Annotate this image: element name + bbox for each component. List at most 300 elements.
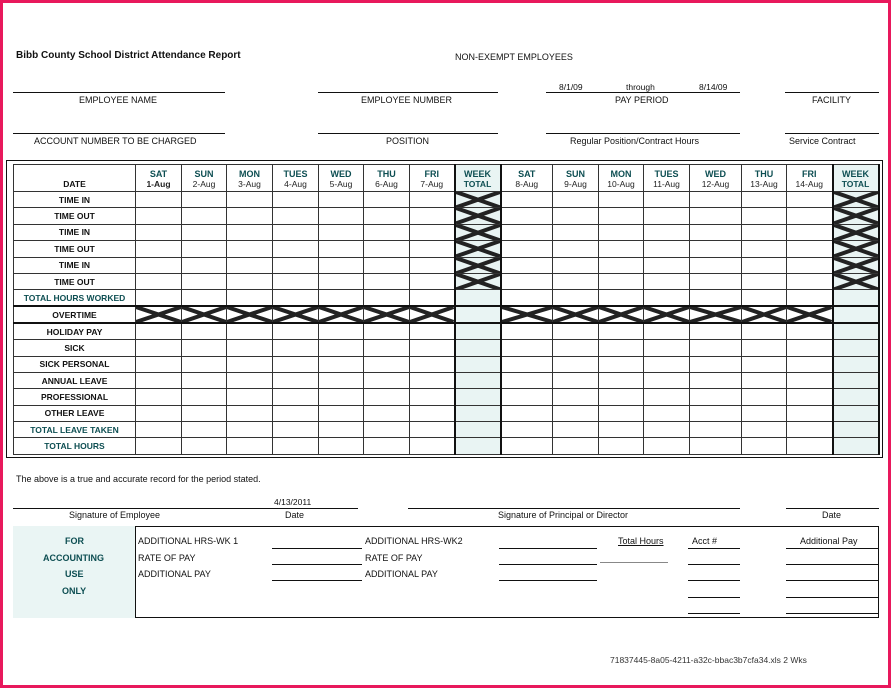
entry-cell[interactable] bbox=[690, 323, 742, 339]
entry-cell[interactable] bbox=[364, 257, 410, 273]
entry-cell[interactable] bbox=[599, 438, 644, 454]
entry-cell[interactable] bbox=[644, 356, 690, 372]
entry-cell[interactable] bbox=[273, 241, 319, 257]
entry-cell[interactable] bbox=[319, 422, 364, 438]
entry-cell[interactable] bbox=[136, 257, 182, 273]
entry-cell[interactable] bbox=[182, 438, 227, 454]
entry-cell[interactable] bbox=[227, 340, 273, 356]
signature-date-value: 4/13/2011 bbox=[274, 497, 312, 507]
entry-cell[interactable] bbox=[227, 438, 273, 454]
day-name: TUES bbox=[654, 169, 679, 179]
entry-cell[interactable] bbox=[227, 224, 273, 240]
entry-cell[interactable] bbox=[742, 208, 787, 224]
entry-cell[interactable] bbox=[410, 192, 455, 208]
entry-cell[interactable] bbox=[742, 241, 787, 257]
entry-cell[interactable] bbox=[410, 208, 455, 224]
entry-cell[interactable] bbox=[182, 356, 227, 372]
entry-cell[interactable] bbox=[410, 224, 455, 240]
entry-cell[interactable] bbox=[599, 224, 644, 240]
week-total-cell[interactable] bbox=[455, 405, 501, 421]
week-total-cell[interactable] bbox=[455, 389, 501, 405]
day-name: THU bbox=[377, 169, 396, 179]
entry-cell[interactable] bbox=[787, 224, 833, 240]
week-total-cell[interactable] bbox=[455, 438, 501, 454]
entry-cell[interactable] bbox=[553, 290, 599, 306]
entry-cell[interactable] bbox=[553, 438, 599, 454]
entry-cell[interactable] bbox=[273, 438, 319, 454]
entry-cell[interactable] bbox=[136, 306, 182, 323]
entry-cell[interactable] bbox=[742, 273, 787, 289]
week-total-cell[interactable] bbox=[833, 306, 879, 323]
entry-cell[interactable] bbox=[599, 405, 644, 421]
entry-cell[interactable] bbox=[136, 208, 182, 224]
entry-cell[interactable] bbox=[644, 323, 690, 339]
entry-cell[interactable] bbox=[501, 438, 553, 454]
row-label: ANNUAL LEAVE bbox=[14, 372, 136, 388]
date-label-2: Date bbox=[822, 510, 842, 520]
entry-cell[interactable] bbox=[501, 389, 553, 405]
entry-cell[interactable] bbox=[553, 306, 599, 323]
entry-cell[interactable] bbox=[690, 224, 742, 240]
entry-cell[interactable] bbox=[227, 273, 273, 289]
week-total-cell[interactable] bbox=[833, 273, 879, 289]
entry-cell[interactable] bbox=[599, 192, 644, 208]
week-total-cell[interactable] bbox=[455, 257, 501, 273]
entry-cell[interactable] bbox=[742, 306, 787, 323]
entry-cell[interactable] bbox=[742, 192, 787, 208]
entry-cell[interactable] bbox=[410, 306, 455, 323]
entry-cell[interactable] bbox=[182, 323, 227, 339]
entry-cell[interactable] bbox=[273, 306, 319, 323]
entry-cell[interactable] bbox=[553, 192, 599, 208]
entry-cell[interactable] bbox=[227, 306, 273, 323]
day-header bbox=[364, 165, 410, 192]
entry-cell[interactable] bbox=[182, 273, 227, 289]
grid-row bbox=[14, 224, 879, 240]
entry-cell[interactable] bbox=[227, 372, 273, 388]
entry-cell[interactable] bbox=[410, 356, 455, 372]
entry-cell[interactable] bbox=[364, 405, 410, 421]
entry-cell[interactable] bbox=[599, 340, 644, 356]
entry-cell[interactable] bbox=[227, 241, 273, 257]
entry-cell[interactable] bbox=[787, 422, 833, 438]
entry-cell[interactable] bbox=[690, 257, 742, 273]
week-total-cell[interactable] bbox=[833, 290, 879, 306]
entry-cell[interactable] bbox=[182, 422, 227, 438]
entry-cell[interactable] bbox=[227, 422, 273, 438]
entry-cell[interactable] bbox=[182, 290, 227, 306]
entry-cell[interactable] bbox=[742, 257, 787, 273]
entry-cell[interactable] bbox=[273, 356, 319, 372]
entry-cell[interactable] bbox=[644, 340, 690, 356]
entry-cell[interactable] bbox=[136, 273, 182, 289]
entry-cell[interactable] bbox=[690, 306, 742, 323]
entry-cell[interactable] bbox=[182, 241, 227, 257]
entry-cell[interactable] bbox=[787, 405, 833, 421]
day-date: 5-Aug bbox=[329, 179, 353, 189]
week-total-cell[interactable] bbox=[833, 438, 879, 454]
entry-cell[interactable] bbox=[182, 224, 227, 240]
entry-cell[interactable] bbox=[136, 290, 182, 306]
entry-cell[interactable] bbox=[599, 257, 644, 273]
row-label: TOTAL LEAVE TAKEN bbox=[14, 422, 136, 438]
entry-cell[interactable] bbox=[742, 438, 787, 454]
entry-cell[interactable] bbox=[553, 241, 599, 257]
entry-cell[interactable] bbox=[364, 372, 410, 388]
entry-cell[interactable] bbox=[273, 224, 319, 240]
entry-cell[interactable] bbox=[644, 438, 690, 454]
grid-row bbox=[14, 208, 879, 224]
row-label: TIME OUT bbox=[14, 208, 136, 224]
cross-out-icon bbox=[136, 307, 181, 322]
entry-cell[interactable] bbox=[501, 372, 553, 388]
week-total-cell[interactable] bbox=[455, 290, 501, 306]
entry-cell[interactable] bbox=[742, 224, 787, 240]
entry-cell[interactable] bbox=[501, 356, 553, 372]
entry-cell[interactable] bbox=[501, 192, 553, 208]
week-total-cell[interactable] bbox=[455, 192, 501, 208]
entry-cell[interactable] bbox=[690, 208, 742, 224]
week-total-cell[interactable] bbox=[833, 323, 879, 339]
cross-out-icon bbox=[690, 307, 741, 322]
entry-cell[interactable] bbox=[364, 389, 410, 405]
entry-cell[interactable] bbox=[136, 438, 182, 454]
entry-cell[interactable] bbox=[319, 356, 364, 372]
entry-cell[interactable] bbox=[319, 257, 364, 273]
week-total-cell[interactable] bbox=[455, 422, 501, 438]
day-date: 11-Aug bbox=[653, 179, 680, 189]
week-total-cell[interactable] bbox=[455, 340, 501, 356]
entry-cell[interactable] bbox=[599, 372, 644, 388]
entry-cell[interactable] bbox=[644, 422, 690, 438]
entry-cell[interactable] bbox=[742, 389, 787, 405]
entry-cell[interactable] bbox=[364, 192, 410, 208]
entry-cell[interactable] bbox=[742, 372, 787, 388]
entry-cell[interactable] bbox=[182, 389, 227, 405]
entry-cell[interactable] bbox=[644, 306, 690, 323]
week-total-cell[interactable] bbox=[455, 323, 501, 339]
entry-cell[interactable] bbox=[410, 372, 455, 388]
day-name: SUN bbox=[194, 169, 214, 179]
entry-cell[interactable] bbox=[787, 438, 833, 454]
entry-cell[interactable] bbox=[319, 192, 364, 208]
entry-cell[interactable] bbox=[501, 323, 553, 339]
entry-cell[interactable] bbox=[553, 405, 599, 421]
entry-cell[interactable] bbox=[787, 290, 833, 306]
entry-cell[interactable] bbox=[410, 340, 455, 356]
entry-cell[interactable] bbox=[136, 372, 182, 388]
entry-cell[interactable] bbox=[410, 273, 455, 289]
entry-cell[interactable] bbox=[364, 241, 410, 257]
entry-cell[interactable] bbox=[319, 208, 364, 224]
week-total-cell[interactable] bbox=[833, 208, 879, 224]
cross-out-icon bbox=[456, 208, 500, 223]
week-total-cell[interactable] bbox=[833, 192, 879, 208]
service-contract-label: Service Contract bbox=[789, 136, 856, 146]
entry-cell[interactable] bbox=[599, 273, 644, 289]
signature-employee-label: Signature of Employee bbox=[69, 510, 161, 520]
entry-cell[interactable] bbox=[553, 257, 599, 273]
entry-cell[interactable] bbox=[553, 340, 599, 356]
entry-cell[interactable] bbox=[319, 290, 364, 306]
entry-cell[interactable] bbox=[319, 389, 364, 405]
entry-cell[interactable] bbox=[364, 438, 410, 454]
entry-cell[interactable] bbox=[599, 241, 644, 257]
entry-cell[interactable] bbox=[364, 208, 410, 224]
entry-cell[interactable] bbox=[410, 438, 455, 454]
entry-cell[interactable] bbox=[319, 372, 364, 388]
entry-cell[interactable] bbox=[501, 405, 553, 421]
entry-cell[interactable] bbox=[787, 192, 833, 208]
entry-cell[interactable] bbox=[319, 241, 364, 257]
day-name: TUES bbox=[283, 169, 308, 179]
entry-cell[interactable] bbox=[644, 241, 690, 257]
facility-label: FACILITY bbox=[812, 95, 852, 105]
entry-cell[interactable] bbox=[501, 306, 553, 323]
entry-cell[interactable] bbox=[690, 273, 742, 289]
entry-cell[interactable] bbox=[319, 405, 364, 421]
entry-cell[interactable] bbox=[599, 422, 644, 438]
week-total-cell[interactable] bbox=[455, 273, 501, 289]
week-total-cell[interactable] bbox=[455, 241, 501, 257]
entry-cell[interactable] bbox=[690, 192, 742, 208]
entry-cell[interactable] bbox=[364, 340, 410, 356]
entry-cell[interactable] bbox=[501, 208, 553, 224]
entry-cell[interactable] bbox=[227, 257, 273, 273]
entry-cell[interactable] bbox=[644, 389, 690, 405]
entry-cell[interactable] bbox=[182, 257, 227, 273]
grid-row bbox=[14, 323, 879, 339]
week-total-cell[interactable] bbox=[833, 241, 879, 257]
entry-cell[interactable] bbox=[787, 356, 833, 372]
entry-cell[interactable] bbox=[273, 208, 319, 224]
total-hours-label: Total Hours bbox=[618, 536, 664, 546]
entry-cell[interactable] bbox=[742, 405, 787, 421]
entry-cell[interactable] bbox=[410, 422, 455, 438]
entry-cell[interactable] bbox=[501, 273, 553, 289]
entry-cell[interactable] bbox=[319, 306, 364, 323]
entry-cell[interactable] bbox=[182, 306, 227, 323]
entry-cell[interactable] bbox=[599, 389, 644, 405]
week-total-cell[interactable] bbox=[455, 306, 501, 323]
account-number-label: ACCOUNT NUMBER TO BE CHARGED bbox=[34, 136, 197, 146]
week-total-cell[interactable] bbox=[455, 208, 501, 224]
entry-cell[interactable] bbox=[644, 290, 690, 306]
signature-principal-label: Signature of Principal or Director bbox=[498, 510, 629, 520]
entry-cell[interactable] bbox=[410, 323, 455, 339]
entry-cell[interactable] bbox=[136, 323, 182, 339]
entry-cell[interactable] bbox=[787, 306, 833, 323]
entry-cell[interactable] bbox=[501, 340, 553, 356]
day-date: 3-Aug bbox=[238, 179, 261, 189]
entry-cell[interactable] bbox=[136, 405, 182, 421]
entry-cell[interactable] bbox=[273, 323, 319, 339]
entry-cell[interactable] bbox=[319, 438, 364, 454]
week-total-cell[interactable] bbox=[455, 356, 501, 372]
week-total-cell[interactable] bbox=[455, 372, 501, 388]
entry-cell[interactable] bbox=[690, 241, 742, 257]
entry-cell[interactable] bbox=[227, 323, 273, 339]
entry-cell[interactable] bbox=[273, 372, 319, 388]
day-date: 14-Aug bbox=[795, 179, 823, 189]
entry-cell[interactable] bbox=[410, 257, 455, 273]
entry-cell[interactable] bbox=[742, 340, 787, 356]
row-label: OTHER LEAVE bbox=[14, 405, 136, 421]
entry-cell[interactable] bbox=[501, 241, 553, 257]
entry-cell[interactable] bbox=[787, 372, 833, 388]
entry-cell[interactable] bbox=[273, 257, 319, 273]
day-header bbox=[182, 165, 227, 192]
entry-cell[interactable] bbox=[644, 192, 690, 208]
entry-cell[interactable] bbox=[364, 422, 410, 438]
entry-cell[interactable] bbox=[227, 389, 273, 405]
entry-cell[interactable] bbox=[182, 340, 227, 356]
entry-cell[interactable] bbox=[644, 273, 690, 289]
week-total-cell[interactable] bbox=[833, 389, 879, 405]
week-total-cell[interactable] bbox=[833, 422, 879, 438]
entry-cell[interactable] bbox=[787, 241, 833, 257]
accounting-side-line: USE bbox=[65, 569, 84, 579]
entry-cell[interactable] bbox=[410, 389, 455, 405]
entry-cell[interactable] bbox=[273, 290, 319, 306]
entry-cell[interactable] bbox=[319, 224, 364, 240]
entry-cell[interactable] bbox=[501, 224, 553, 240]
entry-cell[interactable] bbox=[787, 257, 833, 273]
entry-cell[interactable] bbox=[410, 241, 455, 257]
entry-cell[interactable] bbox=[364, 273, 410, 289]
entry-cell[interactable] bbox=[553, 422, 599, 438]
additional-hrs-wk1-label: ADDITIONAL HRS-WK 1 bbox=[138, 536, 239, 546]
entry-cell[interactable] bbox=[787, 389, 833, 405]
entry-cell[interactable] bbox=[182, 372, 227, 388]
cross-out-icon bbox=[834, 241, 878, 256]
entry-cell[interactable] bbox=[136, 340, 182, 356]
entry-cell[interactable] bbox=[501, 290, 553, 306]
entry-cell[interactable] bbox=[553, 389, 599, 405]
entry-cell[interactable] bbox=[227, 208, 273, 224]
entry-cell[interactable] bbox=[273, 389, 319, 405]
week-total-cell[interactable] bbox=[833, 224, 879, 240]
day-name: THU bbox=[754, 169, 774, 179]
row-label: SICK PERSONAL bbox=[14, 356, 136, 372]
entry-cell[interactable] bbox=[742, 323, 787, 339]
week-total-cell[interactable] bbox=[833, 372, 879, 388]
entry-cell[interactable] bbox=[644, 372, 690, 388]
entry-cell[interactable] bbox=[319, 340, 364, 356]
day-header bbox=[319, 165, 364, 192]
entry-cell[interactable] bbox=[182, 192, 227, 208]
entry-cell[interactable] bbox=[644, 405, 690, 421]
entry-cell[interactable] bbox=[644, 257, 690, 273]
entry-cell[interactable] bbox=[136, 224, 182, 240]
entry-cell[interactable] bbox=[690, 290, 742, 306]
week-total-cell[interactable] bbox=[833, 356, 879, 372]
entry-cell[interactable] bbox=[410, 290, 455, 306]
day-date: 12-Aug bbox=[701, 179, 730, 189]
entry-cell[interactable] bbox=[599, 208, 644, 224]
entry-cell[interactable] bbox=[364, 290, 410, 306]
entry-cell[interactable] bbox=[787, 323, 833, 339]
entry-cell[interactable] bbox=[136, 356, 182, 372]
entry-cell[interactable] bbox=[787, 340, 833, 356]
entry-cell[interactable] bbox=[410, 405, 455, 421]
entry-cell[interactable] bbox=[501, 422, 553, 438]
day-date: 8-Aug bbox=[515, 179, 539, 189]
entry-cell[interactable] bbox=[227, 356, 273, 372]
entry-cell[interactable] bbox=[690, 405, 742, 421]
row-label: TOTAL HOURS WORKED bbox=[14, 290, 136, 306]
entry-cell[interactable] bbox=[690, 372, 742, 388]
entry-cell[interactable] bbox=[742, 422, 787, 438]
week-total-cell[interactable] bbox=[455, 224, 501, 240]
entry-cell[interactable] bbox=[690, 389, 742, 405]
entry-cell[interactable] bbox=[364, 356, 410, 372]
entry-cell[interactable] bbox=[319, 323, 364, 339]
entry-cell[interactable] bbox=[690, 356, 742, 372]
entry-cell[interactable] bbox=[553, 356, 599, 372]
entry-cell[interactable] bbox=[553, 224, 599, 240]
entry-cell[interactable] bbox=[364, 306, 410, 323]
entry-cell[interactable] bbox=[599, 306, 644, 323]
entry-cell[interactable] bbox=[273, 405, 319, 421]
week-total-cell[interactable] bbox=[833, 405, 879, 421]
cross-out-icon bbox=[502, 307, 553, 322]
grid-row bbox=[14, 306, 879, 323]
week-total-cell[interactable] bbox=[833, 340, 879, 356]
day-date: TOTAL bbox=[463, 179, 492, 189]
additional-pay-header-label: Additional Pay bbox=[800, 536, 858, 546]
entry-cell[interactable] bbox=[501, 257, 553, 273]
entry-cell[interactable] bbox=[787, 208, 833, 224]
entry-cell[interactable] bbox=[690, 422, 742, 438]
entry-cell[interactable] bbox=[690, 340, 742, 356]
entry-cell[interactable] bbox=[364, 224, 410, 240]
entry-cell[interactable] bbox=[136, 241, 182, 257]
entry-cell[interactable] bbox=[553, 323, 599, 339]
entry-cell[interactable] bbox=[553, 208, 599, 224]
entry-cell[interactable] bbox=[136, 192, 182, 208]
entry-cell[interactable] bbox=[599, 323, 644, 339]
entry-cell[interactable] bbox=[273, 340, 319, 356]
entry-cell[interactable] bbox=[599, 356, 644, 372]
entry-cell[interactable] bbox=[319, 273, 364, 289]
entry-cell[interactable] bbox=[787, 273, 833, 289]
entry-cell[interactable] bbox=[742, 290, 787, 306]
entry-cell[interactable] bbox=[644, 208, 690, 224]
week-total-cell[interactable] bbox=[833, 257, 879, 273]
entry-cell[interactable] bbox=[364, 323, 410, 339]
entry-cell[interactable] bbox=[273, 192, 319, 208]
entry-cell[interactable] bbox=[182, 208, 227, 224]
cross-out-icon bbox=[456, 225, 500, 240]
entry-cell[interactable] bbox=[227, 192, 273, 208]
entry-cell[interactable] bbox=[273, 422, 319, 438]
entry-cell[interactable] bbox=[273, 273, 319, 289]
entry-cell[interactable] bbox=[227, 405, 273, 421]
entry-cell[interactable] bbox=[553, 372, 599, 388]
entry-cell[interactable] bbox=[136, 389, 182, 405]
entry-cell[interactable] bbox=[644, 224, 690, 240]
entry-cell[interactable] bbox=[136, 422, 182, 438]
additional-pay-label-2: ADDITIONAL PAY bbox=[365, 569, 438, 579]
entry-cell[interactable] bbox=[690, 438, 742, 454]
entry-cell[interactable] bbox=[599, 290, 644, 306]
entry-cell[interactable] bbox=[553, 273, 599, 289]
entry-cell[interactable] bbox=[182, 405, 227, 421]
grid-row bbox=[14, 372, 879, 388]
entry-cell[interactable] bbox=[227, 290, 273, 306]
entry-cell[interactable] bbox=[742, 356, 787, 372]
